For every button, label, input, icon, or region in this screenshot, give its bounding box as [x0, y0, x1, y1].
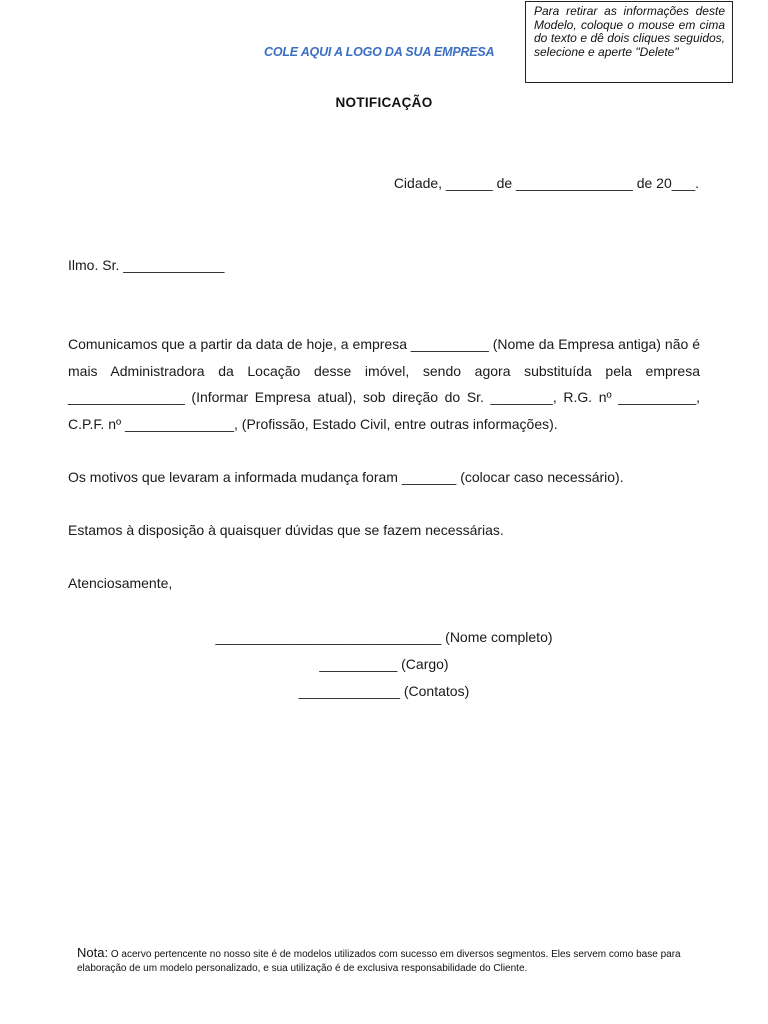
signature-name-line: _____________________________ (Nome completo) [215, 629, 553, 645]
signature-role-line: __________ (Cargo) [319, 656, 449, 672]
paragraph-main: Comunicamos que a partir da data de hoje, a empresa __________ (Nome da Empresa antiga) não é mais Administradora da Locação desse imóvel, sendo agora substituída pela empresa _______________ (Informar Empresa atual), sob direção do Sr. ________, R.G. nº __________, C.P.F. nº ______________, (Profissão, Estado Civil, entre outras informações). [68, 336, 700, 432]
footer-note-text: O acervo pertencente no nosso site é de modelos utilizados com sucesso em diversos segmentos. Eles servem como base para elaboração de um modelo personalizado, e sua utilização é de exclusiva responsabilidade do Cliente. [77, 949, 681, 974]
signature-contacts-line: _____________ (Contatos) [298, 683, 470, 699]
instruction-text-box[interactable] [525, 1, 733, 83]
instruction-text: Para retirar as informações deste Modelo, coloque o mouse em cima do texto e dê dois cliques seguidos, selecione e aperte "Delete" [534, 4, 725, 59]
closing: Atenciosamente, [68, 575, 173, 591]
signature-block [0, 624, 768, 705]
paragraph-disposicao: Estamos à disposição à quaisquer dúvidas que se fazem necessárias. [68, 522, 504, 538]
footer-note-label: Nota: [77, 945, 109, 960]
logo-placeholder: COLE AQUI A LOGO DA SUA EMPRESA [264, 45, 495, 59]
salutation: Ilmo. Sr. _____________ [68, 257, 225, 273]
date-line: Cidade, ______ de _______________ de 20___. [393, 175, 699, 191]
paragraph-motivos: Os motivos que levaram a informada mudança foram _______ (colocar caso necessário). [68, 469, 624, 485]
footer-note [77, 946, 702, 976]
document-title: NOTIFICAÇÃO [335, 95, 433, 110]
